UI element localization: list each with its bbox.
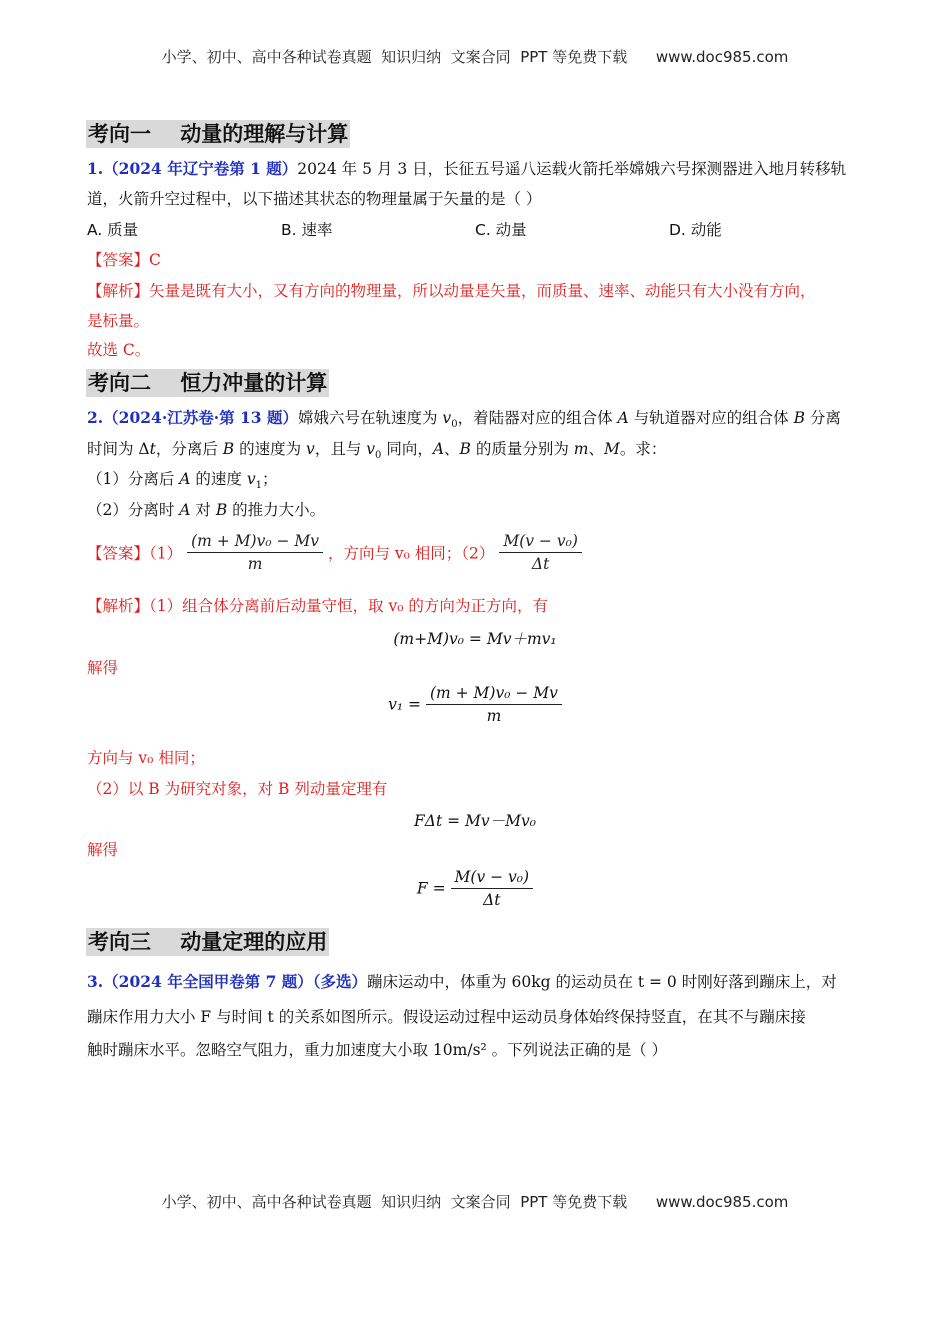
q2-part2-analysis: （2）以 B 为研究对象，对 B 列动量定理有 [87,780,388,798]
q2-ans2-numerator: M(v − v₀) [499,532,582,553]
q2-ans2-denominator: Δt [531,555,550,573]
section-title-1: 考向一 动量的理解与计算 [88,122,349,146]
q2-answer-fraction-1 [187,532,323,573]
q2-part1: （1）分离后 A 的速度 $v_1$； [87,470,278,492]
q2-solve2: 解得 [87,841,119,859]
q2-source: 2.（2024·江苏卷·第 13 题） [87,408,298,427]
q2-line1 [87,407,841,436]
q1-text1: 2024 年 5 月 3 日，长征五号遥八运载火箭托举嫦娥六号探测器进入地月转移轨 [297,160,847,178]
q3-source: 3.（2024 年全国甲卷第 7 题）（多选） [87,972,368,991]
q1-analysis1: 【解析】矢量是既有大小，又有方向的物理量，所以动量是矢量，而质量、速率、动能只有大小没有方向， [87,282,816,300]
q2-solve: 解得 [87,659,119,677]
q2-answer-fraction-2 [499,532,582,573]
q2-text2: 时间为 Δt，分离后 B 的速度为 v，且与 $v_0$ 同向，A、B 的质量分别为 m、M。求： [87,440,667,462]
q3-text3: 触时蹦床水平。忽略空气阻力，重力加速度大小取 10m/s² 。下列说法正确的是（ ） [87,1041,668,1059]
q2-answer-label: 【答案】（1） [87,544,183,563]
q2-direction: 方向与 v₀ 相同； [87,749,205,767]
q1-option-b: B. 速率 [281,221,333,239]
q2-eq2-lhs: v₁ = [388,695,421,714]
section-title-2: 考向二 恒力冲量的计算 [88,371,328,395]
q2-eq2-fraction [426,684,562,725]
q1-line1 [87,158,846,180]
q2-eq4-denominator: Δt [483,891,501,909]
q2-ans1-numerator: (m + M)v₀ − Mv [187,532,323,553]
q2-eq2 [0,684,950,725]
q3-text1: 蹦床运动中，体重为 60kg 的运动员在 t = 0 时刚好落到蹦床上，对 [367,973,837,991]
page-footer: 小学、初中、高中各种试卷真题 知识归纳 文案合同 PPT 等免费下载 www.doc985.com [161,1193,789,1211]
q2-eq4 [0,868,950,909]
q2-part2: （2）分离时 A 对 B 的推力大小。 [87,501,326,519]
q1-analysis2: 是标量。 [87,312,150,330]
q1-option-a: A. 质量 [87,221,139,239]
q2-eq3: FΔt = Mv－Mv₀ [414,812,536,830]
q1-option-c: C. 动量 [475,221,527,239]
q2-analysis-intro: 【解析】（1）组合体分离前后动量守恒，取 v₀ 的方向为正方向，有 [87,597,548,615]
q1-source: 1.（2024 年辽宁卷第 1 题） [87,159,298,178]
q2-eq2-numerator: (m + M)v₀ − Mv [426,684,562,705]
section-title-3: 考向三 动量定理的应用 [88,930,328,954]
q2-answer [87,532,582,573]
q2-eq4-fraction [451,868,534,909]
page-header: 小学、初中、高中各种试卷真题 知识归纳 文案合同 PPT 等免费下载 www.doc985.com [161,48,789,66]
q1-answer: 【答案】C [87,251,161,269]
q2-eq4-lhs: F = [416,879,446,898]
q2-eq2-denominator: m [486,707,502,725]
q3-text2: 蹦床作用力大小 F 与时间 t 的关系如图所示。假设运动过程中运动员身体始终保持竖直，在其不与蹦床接 [87,1008,806,1026]
q2-eq4-numerator: M(v − v₀) [451,868,534,889]
q1-conclusion: 故选 C。 [87,341,151,359]
q1-text2: 道，火箭升空过程中，以下描述其状态的物理量属于矢量的是（ ） [87,190,542,208]
q2-answer-mid: ，方向与 v₀ 相同；（2） [327,544,495,563]
q1-option-d: D. 动能 [669,221,722,239]
q2-text1: 嫦娥六号在轨速度为 $v_0$，着陆器对应的组合体 A 与轨道器对应的组合体 B 分离 [297,409,841,431]
q2-ans1-denominator: m [247,555,263,573]
q2-eq1: (m+M)v₀ = Mv＋mv₁ [393,630,557,648]
q3-line1 [87,971,837,993]
